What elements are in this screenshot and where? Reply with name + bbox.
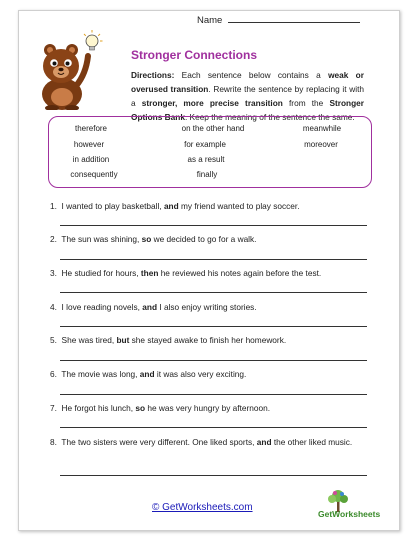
bank-word: for example [184, 140, 226, 149]
answer-line[interactable] [60, 427, 367, 428]
directions-emphasis: Stronger Options Bank [131, 98, 365, 123]
weak-transition: so [135, 403, 146, 413]
answer-line[interactable] [60, 360, 367, 361]
question-number: 3. [50, 268, 57, 278]
question-number: 8. [50, 437, 57, 447]
question-text: She was tired, [61, 335, 117, 345]
answer-line[interactable] [60, 475, 367, 476]
weak-transition: so [141, 234, 152, 244]
question-number: 1. [50, 201, 57, 211]
question-item [50, 368, 368, 382]
answer-line[interactable] [60, 394, 367, 395]
answer-line[interactable] [60, 326, 367, 327]
footer-link[interactable]: © GetWorksheets.com [152, 502, 253, 513]
question-text: the other liked music. [271, 437, 353, 447]
question-text: The sun was shining, [61, 234, 142, 244]
bank-word: moreover [304, 140, 338, 149]
question-number: 5. [50, 335, 57, 345]
directions-part: from the [282, 98, 330, 109]
question-text: my friend wanted to play soccer. [178, 201, 300, 211]
answer-line[interactable] [60, 259, 367, 260]
weak-transition: and [163, 201, 179, 211]
bank-word: therefore [74, 124, 108, 133]
question-item [50, 301, 368, 315]
name-line[interactable] [228, 14, 360, 23]
worksheet-title: Stronger Connections [131, 48, 258, 62]
answer-line[interactable] [60, 225, 367, 226]
question-text: he was very hungry by afternoon. [145, 403, 271, 413]
directions-emphasis: stronger, more precise transition [141, 98, 283, 109]
bank-word: as a result [187, 155, 225, 164]
directions-label: Directions: [131, 70, 175, 80]
question-item [50, 200, 368, 214]
question-number: 6. [50, 369, 57, 379]
question-text: He studied for hours, [61, 268, 141, 278]
answer-line[interactable] [60, 292, 367, 293]
logo-wordmark: GetWorksheets [318, 509, 381, 519]
question-text: she stayed awake to finish her homework. [129, 335, 287, 345]
name-field [197, 14, 360, 26]
question-text: he reviewed his notes again before the test. [158, 268, 322, 278]
bank-word: in addition [72, 155, 110, 164]
directions-part: . Keep the meaning of the sentence the same. [184, 112, 355, 123]
question-number: 4. [50, 302, 57, 312]
directions-part: Each sentence below contains a [174, 70, 329, 80]
question-text: I love reading novels, [61, 302, 143, 312]
question-text: He forgot his lunch, [61, 403, 136, 413]
bank-word: however [73, 140, 105, 149]
bear-with-lightbulb-icon [36, 28, 104, 110]
question-item [50, 233, 368, 247]
directions-emphasis: weak or overused transition [131, 70, 364, 95]
weak-transition: and [142, 302, 158, 312]
question-item [50, 402, 368, 416]
question-number: 7. [50, 403, 57, 413]
question-item [50, 436, 368, 450]
question-number: 2. [50, 234, 57, 244]
lightbulb-icon [84, 30, 103, 50]
question-text: it was also very exciting. [154, 369, 247, 379]
name-label: Name [197, 15, 223, 26]
weak-transition: and [256, 437, 272, 447]
bank-word: consequently [70, 170, 118, 179]
question-item [50, 267, 368, 281]
question-text: The movie was long, [61, 369, 140, 379]
question-item [50, 334, 368, 348]
question-text: we decided to go for a walk. [151, 234, 257, 244]
bank-word: on the other hand [181, 124, 245, 133]
bank-word: meanwhile [302, 124, 342, 133]
weak-transition: then [140, 268, 159, 278]
weak-transition: and [139, 369, 155, 379]
question-text: I wanted to play basketball, [61, 201, 164, 211]
weak-transition: but [116, 335, 130, 345]
directions-part: . Rewrite the sentence by replacing it with a [131, 84, 364, 109]
logo-text [318, 509, 380, 519]
bank-word: finally [196, 170, 218, 179]
question-text: The two sisters were very different. One liked sports, [61, 437, 257, 447]
question-text: I also enjoy writing stories. [157, 302, 257, 312]
